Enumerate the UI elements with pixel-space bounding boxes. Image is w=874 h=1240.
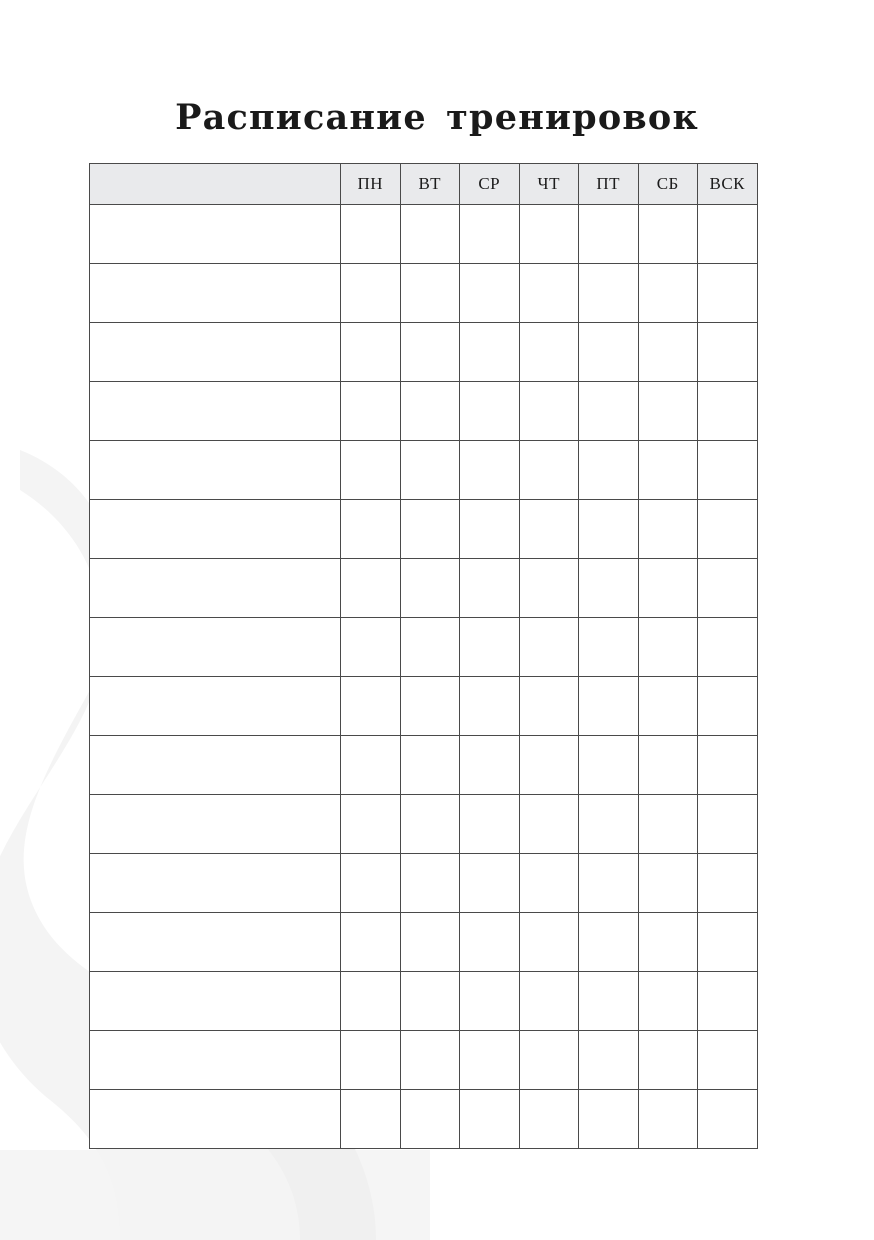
day-cell[interactable] — [519, 382, 579, 441]
activity-cell[interactable] — [90, 795, 341, 854]
day-cell[interactable] — [579, 1031, 639, 1090]
column-header-wednesday: СР — [460, 164, 520, 205]
day-cell[interactable] — [400, 500, 460, 559]
day-cell[interactable] — [400, 323, 460, 382]
column-header-sunday: ВСК — [698, 164, 758, 205]
day-cell[interactable] — [579, 205, 639, 264]
day-cell[interactable] — [341, 1090, 401, 1149]
day-cell[interactable] — [400, 441, 460, 500]
day-cell[interactable] — [698, 1031, 758, 1090]
day-cell[interactable] — [341, 677, 401, 736]
table-row — [90, 972, 758, 1031]
activity-cell[interactable] — [90, 1031, 341, 1090]
table-row — [90, 264, 758, 323]
day-cell[interactable] — [638, 441, 698, 500]
day-cell[interactable] — [460, 323, 520, 382]
column-header-friday: ПТ — [579, 164, 639, 205]
day-cell[interactable] — [519, 1031, 579, 1090]
day-cell[interactable] — [519, 736, 579, 795]
day-cell[interactable] — [460, 854, 520, 913]
table-row — [90, 854, 758, 913]
day-cell[interactable] — [638, 1090, 698, 1149]
day-cell[interactable] — [698, 677, 758, 736]
day-cell[interactable] — [400, 264, 460, 323]
day-cell[interactable] — [341, 913, 401, 972]
day-cell[interactable] — [400, 382, 460, 441]
day-cell[interactable] — [579, 500, 639, 559]
day-cell[interactable] — [698, 913, 758, 972]
day-cell[interactable] — [579, 795, 639, 854]
day-cell[interactable] — [698, 323, 758, 382]
day-cell[interactable] — [519, 205, 579, 264]
day-cell[interactable] — [519, 500, 579, 559]
day-cell[interactable] — [519, 913, 579, 972]
day-cell[interactable] — [579, 618, 639, 677]
day-cell[interactable] — [698, 1090, 758, 1149]
day-cell[interactable] — [460, 264, 520, 323]
day-cell[interactable] — [341, 1031, 401, 1090]
day-cell[interactable] — [460, 205, 520, 264]
day-cell[interactable] — [519, 441, 579, 500]
day-cell[interactable] — [698, 795, 758, 854]
day-cell[interactable] — [460, 795, 520, 854]
day-cell[interactable] — [579, 264, 639, 323]
day-cell[interactable] — [341, 323, 401, 382]
day-cell[interactable] — [638, 382, 698, 441]
day-cell[interactable] — [460, 736, 520, 795]
day-cell[interactable] — [579, 972, 639, 1031]
table-row — [90, 913, 758, 972]
day-cell[interactable] — [638, 913, 698, 972]
day-cell[interactable] — [341, 736, 401, 795]
day-cell[interactable] — [579, 441, 639, 500]
day-cell[interactable] — [698, 264, 758, 323]
table-row — [90, 1031, 758, 1090]
table-header-row — [90, 164, 758, 205]
day-cell[interactable] — [460, 1031, 520, 1090]
training-schedule-table — [89, 163, 758, 1149]
table-body — [90, 205, 758, 1149]
page-title: Расписание тренировок — [175, 97, 699, 139]
day-cell[interactable] — [519, 559, 579, 618]
day-cell[interactable] — [460, 500, 520, 559]
activity-cell[interactable] — [90, 736, 341, 795]
day-cell[interactable] — [638, 677, 698, 736]
day-cell[interactable] — [579, 913, 639, 972]
day-cell[interactable] — [638, 500, 698, 559]
day-cell[interactable] — [698, 618, 758, 677]
day-cell[interactable] — [638, 323, 698, 382]
day-cell[interactable] — [519, 323, 579, 382]
day-cell[interactable] — [638, 559, 698, 618]
day-cell[interactable] — [698, 500, 758, 559]
day-cell[interactable] — [341, 441, 401, 500]
activity-cell[interactable] — [90, 618, 341, 677]
activity-cell[interactable] — [90, 382, 341, 441]
day-cell[interactable] — [460, 677, 520, 736]
day-cell[interactable] — [341, 205, 401, 264]
table-row — [90, 500, 758, 559]
day-cell[interactable] — [400, 1031, 460, 1090]
day-cell[interactable] — [519, 795, 579, 854]
day-cell[interactable] — [519, 677, 579, 736]
day-cell[interactable] — [341, 854, 401, 913]
day-cell[interactable] — [400, 913, 460, 972]
day-cell[interactable] — [579, 736, 639, 795]
activity-cell[interactable] — [90, 913, 341, 972]
day-cell[interactable] — [698, 382, 758, 441]
column-header-thursday: ЧТ — [519, 164, 579, 205]
activity-cell[interactable] — [90, 500, 341, 559]
day-cell[interactable] — [341, 618, 401, 677]
table-row — [90, 736, 758, 795]
table-row — [90, 441, 758, 500]
day-cell[interactable] — [579, 1090, 639, 1149]
activity-cell[interactable] — [90, 441, 341, 500]
day-cell[interactable] — [638, 1031, 698, 1090]
table-row — [90, 677, 758, 736]
day-cell[interactable] — [460, 618, 520, 677]
day-cell[interactable] — [460, 1090, 520, 1149]
day-cell[interactable] — [341, 382, 401, 441]
day-cell[interactable] — [638, 972, 698, 1031]
day-cell[interactable] — [400, 1090, 460, 1149]
activity-cell[interactable] — [90, 323, 341, 382]
day-cell[interactable] — [698, 205, 758, 264]
day-cell[interactable] — [698, 559, 758, 618]
day-cell[interactable] — [341, 500, 401, 559]
table-row — [90, 1090, 758, 1149]
day-cell[interactable] — [579, 323, 639, 382]
activity-cell[interactable] — [90, 677, 341, 736]
table-row — [90, 323, 758, 382]
day-cell[interactable] — [638, 736, 698, 795]
day-cell[interactable] — [519, 264, 579, 323]
day-cell[interactable] — [400, 736, 460, 795]
day-cell[interactable] — [400, 972, 460, 1031]
column-header-tuesday: ВТ — [400, 164, 460, 205]
day-cell[interactable] — [698, 854, 758, 913]
day-cell[interactable] — [341, 972, 401, 1031]
day-cell[interactable] — [579, 677, 639, 736]
column-header-monday: ПН — [341, 164, 401, 205]
day-cell[interactable] — [400, 795, 460, 854]
table-row — [90, 795, 758, 854]
activity-cell[interactable] — [90, 264, 341, 323]
column-header-saturday: СБ — [638, 164, 698, 205]
day-cell[interactable] — [341, 264, 401, 323]
day-cell[interactable] — [638, 264, 698, 323]
column-header-activity — [90, 164, 341, 205]
day-cell[interactable] — [638, 854, 698, 913]
day-cell[interactable] — [519, 618, 579, 677]
activity-cell[interactable] — [90, 972, 341, 1031]
day-cell[interactable] — [341, 559, 401, 618]
day-cell[interactable] — [400, 559, 460, 618]
table-row — [90, 382, 758, 441]
activity-cell[interactable] — [90, 559, 341, 618]
day-cell[interactable] — [460, 382, 520, 441]
day-cell[interactable] — [460, 913, 520, 972]
day-cell[interactable] — [400, 677, 460, 736]
table-header — [90, 164, 758, 205]
day-cell[interactable] — [400, 854, 460, 913]
activity-cell[interactable] — [90, 854, 341, 913]
day-cell[interactable] — [698, 441, 758, 500]
day-cell[interactable] — [579, 382, 639, 441]
activity-cell[interactable] — [90, 1090, 341, 1149]
day-cell[interactable] — [638, 618, 698, 677]
day-cell[interactable] — [579, 559, 639, 618]
day-cell[interactable] — [400, 618, 460, 677]
day-cell[interactable] — [341, 795, 401, 854]
day-cell[interactable] — [698, 736, 758, 795]
day-cell[interactable] — [638, 205, 698, 264]
table-row — [90, 205, 758, 264]
day-cell[interactable] — [460, 559, 520, 618]
day-cell[interactable] — [579, 854, 639, 913]
day-cell[interactable] — [519, 854, 579, 913]
day-cell[interactable] — [638, 795, 698, 854]
day-cell[interactable] — [400, 205, 460, 264]
table-row — [90, 559, 758, 618]
day-cell[interactable] — [519, 1090, 579, 1149]
day-cell[interactable] — [460, 972, 520, 1031]
day-cell[interactable] — [698, 972, 758, 1031]
table-row — [90, 618, 758, 677]
day-cell[interactable] — [519, 972, 579, 1031]
day-cell[interactable] — [460, 441, 520, 500]
activity-cell[interactable] — [90, 205, 341, 264]
